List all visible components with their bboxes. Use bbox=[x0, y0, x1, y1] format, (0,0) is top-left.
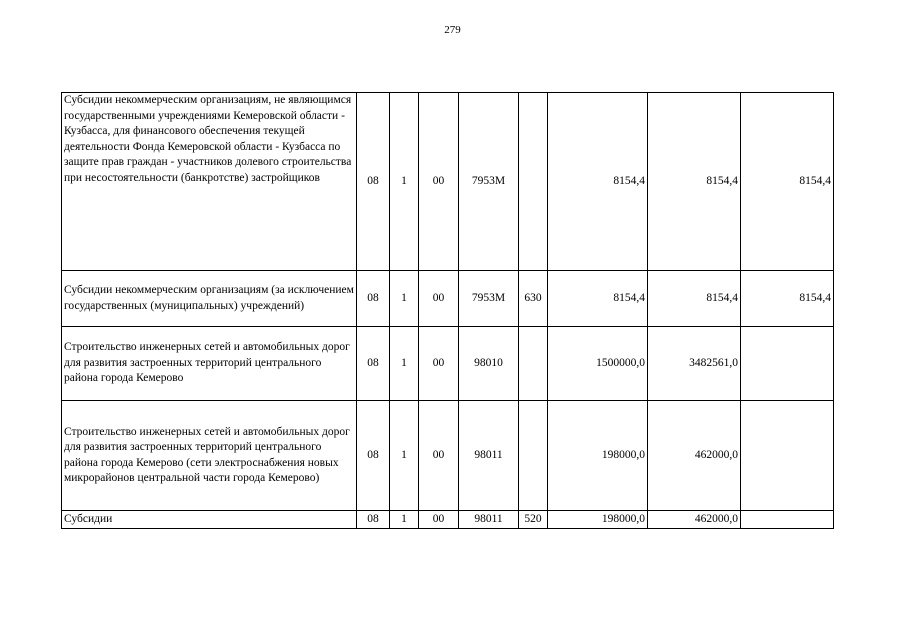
row-name: Субсидии bbox=[62, 511, 357, 529]
table-row bbox=[62, 511, 834, 529]
sum3-cell: 8154,4 bbox=[741, 271, 834, 327]
row-name: Субсидии некоммерческим организациям, не являющимся государственными учреждениями Кемеровской области - Кузбасса, для финансового обеспечения текущей деятельности Фонда Кемеровской области - Кузбасса по защите прав граждан - участников долевого строительства при несостоятельности (банкротстве) застройщиков bbox=[62, 93, 357, 271]
row-name: Субсидии некоммерческим организациям (за исключением государственных (муниципальных) учреждений) bbox=[62, 271, 357, 327]
direction-cell: 7953М bbox=[459, 93, 519, 271]
row-name: Строительство инженерных сетей и автомобильных дорог для развития застроенных территорий центрального района города Кемерово bbox=[62, 327, 357, 401]
sum2-cell: 462000,0 bbox=[648, 511, 741, 529]
sum1-cell: 198000,0 bbox=[548, 401, 648, 511]
expense-type-cell: 630 bbox=[519, 271, 548, 327]
sum1-cell: 8154,4 bbox=[548, 271, 648, 327]
section-cell: 08 bbox=[357, 327, 390, 401]
sum1-cell: 198000,0 bbox=[548, 511, 648, 529]
program-cell: 00 bbox=[419, 327, 459, 401]
direction-cell: 98010 bbox=[459, 327, 519, 401]
expense-type-cell bbox=[519, 401, 548, 511]
program-cell: 00 bbox=[419, 511, 459, 529]
section-cell: 08 bbox=[357, 271, 390, 327]
sum3-cell bbox=[741, 327, 834, 401]
section-cell: 08 bbox=[357, 93, 390, 271]
subsection-cell: 1 bbox=[390, 271, 419, 327]
sum2-cell: 3482561,0 bbox=[648, 327, 741, 401]
direction-cell: 98011 bbox=[459, 511, 519, 529]
subsection-cell: 1 bbox=[390, 93, 419, 271]
program-cell: 00 bbox=[419, 401, 459, 511]
sum3-cell: 8154,4 bbox=[741, 93, 834, 271]
page-number: 279 bbox=[444, 24, 461, 36]
direction-cell: 98011 bbox=[459, 401, 519, 511]
sum3-cell bbox=[741, 401, 834, 511]
sum2-cell: 8154,4 bbox=[648, 93, 741, 271]
section-cell: 08 bbox=[357, 401, 390, 511]
expense-type-cell: 520 bbox=[519, 511, 548, 529]
expense-type-cell bbox=[519, 93, 548, 271]
table-row bbox=[62, 271, 834, 327]
sum1-cell: 1500000,0 bbox=[548, 327, 648, 401]
expense-type-cell bbox=[519, 327, 548, 401]
direction-cell: 7953М bbox=[459, 271, 519, 327]
table-row bbox=[62, 401, 834, 511]
subsection-cell: 1 bbox=[390, 401, 419, 511]
subsection-cell: 1 bbox=[390, 511, 419, 529]
table-row bbox=[62, 327, 834, 401]
row-name: Строительство инженерных сетей и автомобильных дорог для развития застроенных территорий центрального района города Кемерово (сети электроснабжения новых микрорайонов центральной части города Кемерово) bbox=[62, 401, 357, 511]
table-row bbox=[62, 93, 834, 271]
section-cell: 08 bbox=[357, 511, 390, 529]
sum3-cell bbox=[741, 511, 834, 529]
sum1-cell: 8154,4 bbox=[548, 93, 648, 271]
sum2-cell: 462000,0 bbox=[648, 401, 741, 511]
program-cell: 00 bbox=[419, 93, 459, 271]
sum2-cell: 8154,4 bbox=[648, 271, 741, 327]
budget-table bbox=[61, 92, 834, 529]
subsection-cell: 1 bbox=[390, 327, 419, 401]
program-cell: 00 bbox=[419, 271, 459, 327]
